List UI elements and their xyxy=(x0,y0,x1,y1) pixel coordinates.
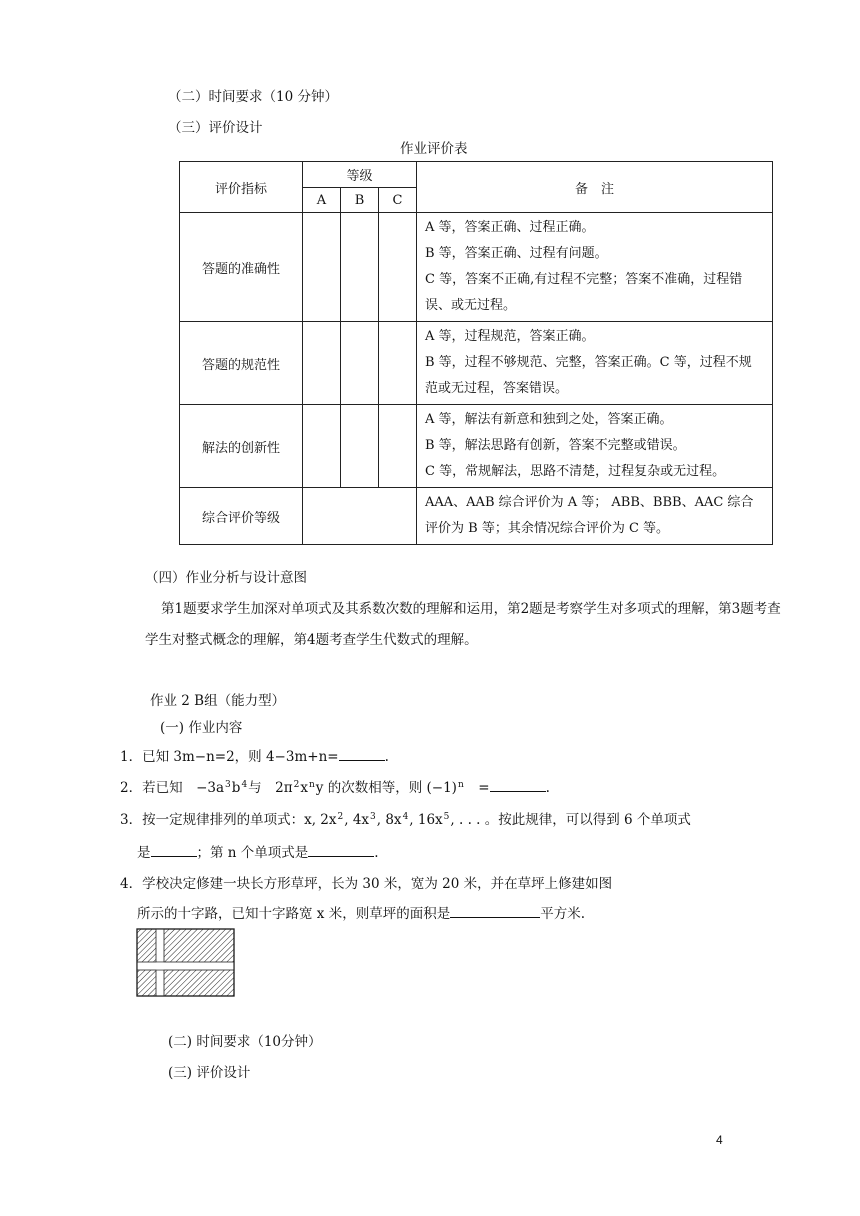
header-indicator: 评价指标 xyxy=(180,162,303,213)
time-requirement: （二）时间要求（10 分钟） xyxy=(168,89,338,105)
row-label: 解法的创新性 xyxy=(180,405,303,488)
header-notes: 备 注 xyxy=(417,162,773,213)
row-label: 答题的规范性 xyxy=(180,322,303,405)
note-line: A 等，答案正确、过程正确。 xyxy=(425,220,595,235)
grade-cell xyxy=(379,405,417,488)
note-line: B 等，答案正确、过程有问题。 xyxy=(425,246,608,261)
row-notes xyxy=(417,405,773,488)
table-title: 作业评价表 xyxy=(400,141,468,157)
table-row xyxy=(180,488,773,545)
content-heading: (一) 作业内容 xyxy=(160,720,243,736)
evaluation-design-heading: （三）评价设计 xyxy=(168,120,263,136)
header-grade-a: A xyxy=(303,188,341,213)
question-3: 3．按一定规律排列的单项式：x, $2x^2$, $4x^3$, $8x^4$, $16x^5$, . . . 。按此规律，可以得到 6 个单项式 xyxy=(120,812,691,828)
answer-blank xyxy=(490,777,546,792)
question-3-line2: 是 ；第 n 个单项式是 . xyxy=(137,841,379,861)
homework2-title: 作业 2 B组（能力型） xyxy=(150,693,286,709)
grade-cell xyxy=(379,322,417,405)
header-grade-c: C xyxy=(379,188,417,213)
grade-cell xyxy=(341,322,379,405)
grade-cell xyxy=(379,213,417,322)
header-grade-b: B xyxy=(341,188,379,213)
note-line: C 等，常规解法，思路不清楚，过程复杂或无过程。 xyxy=(425,464,726,479)
note-line: B 等，过程不够规范、完整，答案正确。C 等，过程不规范或无过程，答案错误。 xyxy=(425,355,752,396)
grade-cell xyxy=(303,322,341,405)
analysis-heading: （四）作业分析与设计意图 xyxy=(145,570,307,586)
row-notes xyxy=(417,322,773,405)
table-row xyxy=(180,405,773,488)
lawn-figure xyxy=(136,928,236,998)
note-line: A 等，解法有新意和独到之处，答案正确。 xyxy=(425,412,673,427)
evaluation-table xyxy=(179,161,773,545)
note-line: C 等，答案不正确,有过程不完整；答案不准确，过程错误、或无过程。 xyxy=(425,272,743,313)
grade-cell xyxy=(303,213,341,322)
grade-cell xyxy=(341,213,379,322)
answer-blank xyxy=(450,903,540,918)
grade-cell-merged xyxy=(303,488,417,545)
question-1: 1．已知 3m−n=2，则 4−3m+n= . xyxy=(120,745,389,765)
answer-blank xyxy=(151,842,197,857)
time-requirement-2: (二) 时间要求（10分钟） xyxy=(168,1034,322,1050)
note-line: A 等，过程规范，答案正确。 xyxy=(425,329,595,344)
question-2: 2．若已知 $-3a^3b^4$与 $2\pi^2x^ny$ 的次数相等，则 $(-1)^n$ = . xyxy=(120,776,550,796)
grade-cell xyxy=(341,405,379,488)
answer-blank xyxy=(339,746,385,761)
grade-cell xyxy=(303,405,341,488)
header-level: 等级 xyxy=(303,162,417,188)
answer-blank xyxy=(308,842,374,857)
row-notes xyxy=(417,213,773,322)
table-row xyxy=(180,322,773,405)
note-line: AAA、AAB 综合评价为 A 等； ABB、BBB、AAC 综合评价为 B 等；其余情况综合评价为 C 等。 xyxy=(425,495,754,536)
page-number: 4 xyxy=(716,1133,723,1147)
note-line: B 等，解法思路有创新，答案不完整或错误。 xyxy=(425,438,686,453)
row-label: 答题的准确性 xyxy=(180,213,303,322)
question-4: 4．学校决定修建一块长方形草坪，长为 30 米，宽为 20 米，并在草坪上修建如图 xyxy=(120,876,613,892)
evaluation-design-heading-2: (三) 评价设计 xyxy=(168,1065,251,1081)
row-notes xyxy=(417,488,773,545)
analysis-body: 第1题要求学生加深对单项式及其系数次数的理解和运用，第2题是考察学生对多项式的理解，第3题考查学生对整式概念的理解，第4题考查学生代数式的理解。 xyxy=(145,601,781,648)
row-label: 综合评价等级 xyxy=(180,488,303,545)
question-4-line2: 所示的十字路，已知十字路宽 x 米，则草坪的面积是 平方米. xyxy=(137,902,585,922)
table-row xyxy=(180,213,773,322)
